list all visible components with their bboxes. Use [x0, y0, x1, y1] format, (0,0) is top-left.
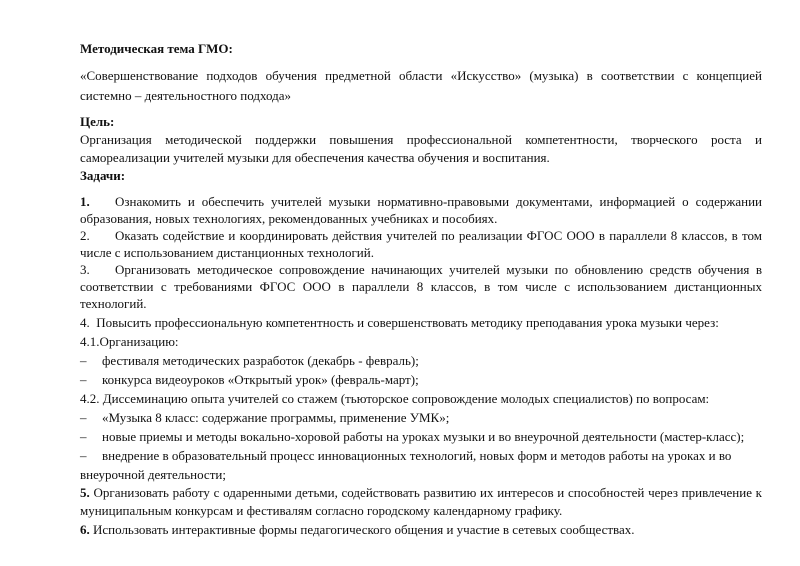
goal-text: Организация методической поддержки повышения профессиональной компетентности, творческого роста и самореализации учителей музыки для обеспечения качества обучения и воспитания.	[80, 132, 762, 165]
task-text: Повысить профессиональную компетентность и совершенствовать методику преподавания урока музыки через:	[96, 315, 719, 330]
bullet-item	[80, 351, 762, 370]
theme-heading: Методическая тема ГМО:	[80, 41, 233, 56]
task-item	[80, 227, 762, 261]
bullet-text: внедрение в образовательный процесс инновационных технологий, новых форм и методов работы на уроках и во внеурочной деятельности;	[80, 448, 732, 482]
task-number: 4.	[80, 315, 90, 330]
bullet-text: «Музыка 8 класс: содержание программы, применение УМК»;	[102, 410, 450, 425]
dash-bullet: –	[80, 410, 87, 425]
task-text: Организовать работу с одаренными детьми, содействовать развитию их интересов и способностей через привлечение к муниципальным конкурсам и фестивалям согласно городскому календарному графику.	[80, 485, 762, 518]
subsection-4-2-heading: 4.2. Диссеминацию опыта учителей со стажем (тьюторское сопровождение молодых специалистов) по вопросам:	[80, 391, 710, 406]
task-number: 1.	[80, 194, 90, 209]
tasks-heading: Задачи:	[80, 168, 126, 183]
task-text: Оказать содействие и координировать действия учителей по реализации ФГОС ООО в параллели 8 классов, в том числе с использованием дистанционных технологий.	[80, 228, 762, 260]
dash-bullet: –	[80, 372, 87, 387]
bullet-item	[80, 408, 762, 427]
bullet-item	[80, 446, 762, 484]
dash-bullet: –	[80, 429, 87, 444]
bullet-text: конкурса видеоуроков «Открытый урок» (февраль-март);	[102, 372, 419, 387]
task-text: Организовать методическое сопровождение начинающих учителей музыки по обновлению средств обучения в соответствии с требованиями ФГОС ООО в параллели 8 классов, в том числе с использованием дистанционных технологий.	[80, 262, 762, 311]
task-number: 5.	[80, 485, 90, 500]
document-page	[80, 40, 762, 539]
task-number: 3.	[80, 262, 90, 277]
task-text: Ознакомить и обеспечить учителей музыки нормативно-правовыми документами, информацией о содержании образования, новых технологиях, рекомендованных учебниках и пособиях.	[80, 194, 762, 226]
bullet-text: фестиваля методических разработок (декабрь - февраль);	[102, 353, 419, 368]
task-number: 6.	[80, 522, 90, 537]
task-item	[80, 484, 762, 520]
task-item	[80, 314, 762, 332]
bullet-item	[80, 427, 762, 446]
bullet-text: новые приемы и методы вокально-хоровой работы на уроках музыки и во внеурочной деятельности (мастер-класс);	[102, 429, 745, 444]
task-item	[80, 261, 762, 312]
subsection-4-1-heading: 4.1.Организацию:	[80, 334, 179, 349]
task-text: Использовать интерактивные формы педагогического общения и участие в сетевых сообществах.	[93, 522, 635, 537]
bullet-item	[80, 370, 762, 389]
task-number: 2.	[80, 228, 90, 243]
dash-bullet: –	[80, 448, 87, 463]
task-item	[80, 521, 762, 539]
task-item	[80, 193, 762, 227]
dash-bullet: –	[80, 353, 87, 368]
goal-heading: Цель:	[80, 114, 115, 129]
theme-text: «Совершенствование подходов обучения предметной области «Искусство» (музыка) в соответствии с концепцией системно – деятельностного подхода»	[80, 68, 762, 103]
